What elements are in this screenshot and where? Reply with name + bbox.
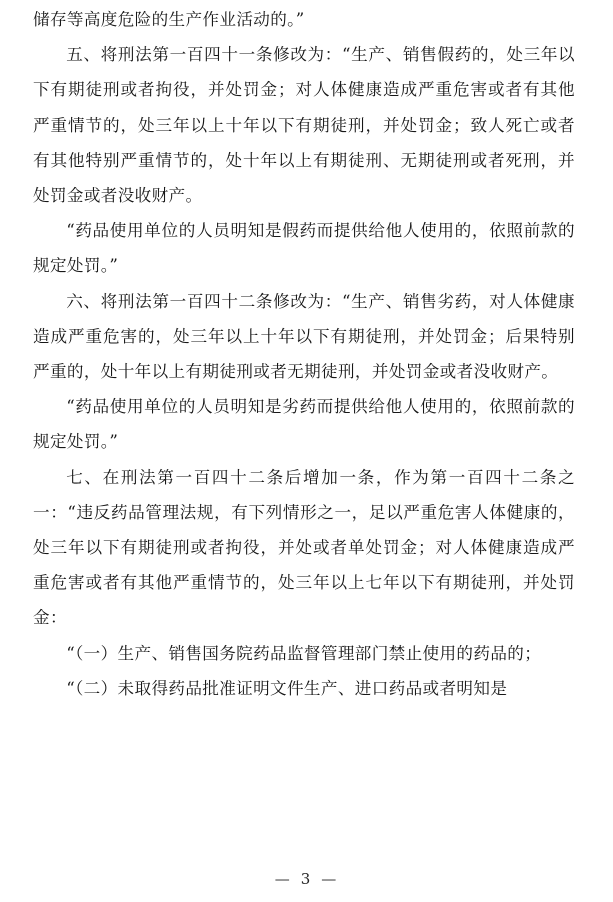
- paragraph-article-seven: 七、在刑法第一百四十二条后增加一条，作为第一百四十二条之一：“违反药品管理法规，有下列情形之一，足以严重危害人体健康的，处三年以下有期徒刑或者拘役，并处或者单处罚金；对人体健康造成严重危害或者有其他严重情节的，处三年以上七年以下有期徒刑，并处罚金：: [33, 467, 575, 628]
- footer-dash-right: —: [321, 870, 339, 888]
- footer-dash-left: —: [274, 870, 292, 888]
- paragraph-continuation: 储存等高度危险的生产作业活动的。”: [33, 10, 305, 29]
- document-body: [33, 0, 575, 706]
- paragraph-item-two: “（二）未取得药品批准证明文件生产、进口药品或者明知是: [66, 678, 508, 698]
- paragraph-article-six-second: “药品使用单位的人员明知是劣药而提供给他人使用的，依照前款的规定处罚。”: [33, 397, 575, 452]
- page-footer: [0, 870, 613, 888]
- page-number: 3: [300, 870, 313, 888]
- paragraph-article-five: 五、将刑法第一百四十一条修改为：“生产、销售假药的，处三年以下有期徒刑或者拘役，并处罚金；对人体健康造成严重危害或者有其他严重情节的，处三年以上十年以下有期徒刑，并处罚金；致人死亡或者有其他特别严重情节的，处十年以上有期徒刑、无期徒刑或者死刑，并处罚金或者没收财产。: [33, 45, 575, 206]
- paragraph-article-five-second: “药品使用单位的人员明知是假药而提供给他人使用的，依照前款的规定处罚。”: [33, 221, 575, 276]
- paragraph-item-one: “（一）生产、销售国务院药品监督管理部门禁止使用的药品的；: [66, 643, 542, 663]
- paragraph-article-six: 六、将刑法第一百四十二条修改为：“生产、销售劣药，对人体健康造成严重危害的，处三年以上十年以下有期徒刑，并处罚金；后果特别严重的，处十年以上有期徒刑或者无期徒刑，并处罚金或者没收财产。: [33, 291, 575, 382]
